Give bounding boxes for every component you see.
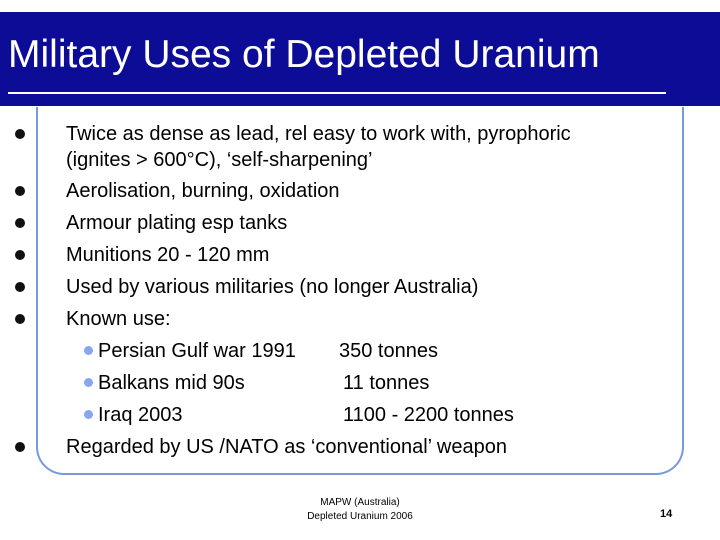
bullet-dot-icon bbox=[15, 282, 25, 292]
sub-bullet-dot-icon bbox=[84, 346, 93, 355]
bullet-item-continuation: (ignites > 600°C), ‘self-sharpening’ bbox=[66, 149, 373, 171]
sub-bullet-item: Persian Gulf war 1991 bbox=[98, 340, 296, 362]
sub-bullet-dot-icon bbox=[84, 410, 93, 419]
bullet-dot-icon bbox=[15, 129, 25, 139]
slide-title: Military Uses of Depleted Uranium bbox=[8, 33, 600, 76]
bullet-item: Regarded by US /NATO as ‘conventional’ weapon bbox=[66, 436, 507, 458]
slide-footer bbox=[280, 496, 440, 524]
sub-bullet-amount: 350 tonnes bbox=[339, 340, 438, 362]
sub-bullet-amount: 11 tonnes bbox=[343, 372, 430, 394]
footer-line-org: MAPW (Australia) bbox=[320, 497, 400, 508]
sub-bullet-item: Balkans mid 90s bbox=[98, 372, 245, 394]
bullet-dot-icon bbox=[15, 250, 25, 260]
bullet-dot-icon bbox=[15, 218, 25, 228]
bullet-item: Used by various militaries (no longer Australia) bbox=[66, 276, 479, 298]
bullet-item: Twice as dense as lead, rel easy to work with, pyrophoric bbox=[66, 123, 571, 145]
bullet-dot-icon bbox=[15, 442, 25, 452]
sub-bullet-item: Iraq 2003 bbox=[98, 404, 183, 426]
bullet-item: Aerolisation, burning, oxidation bbox=[66, 180, 340, 202]
bullet-item: Known use: bbox=[66, 308, 171, 330]
page-number: 14 bbox=[660, 508, 673, 520]
bullet-item: Munitions 20 - 120 mm bbox=[66, 244, 270, 266]
bullet-dot-icon bbox=[15, 314, 25, 324]
sub-bullet-dot-icon bbox=[84, 378, 93, 387]
bullet-item: Armour plating esp tanks bbox=[66, 212, 288, 234]
bullet-dot-icon bbox=[15, 186, 25, 196]
footer-line-title: Depleted Uranium 2006 bbox=[307, 511, 413, 522]
sub-bullet-amount: 1100 - 2200 tonnes bbox=[343, 404, 514, 426]
title-underline bbox=[8, 92, 666, 94]
